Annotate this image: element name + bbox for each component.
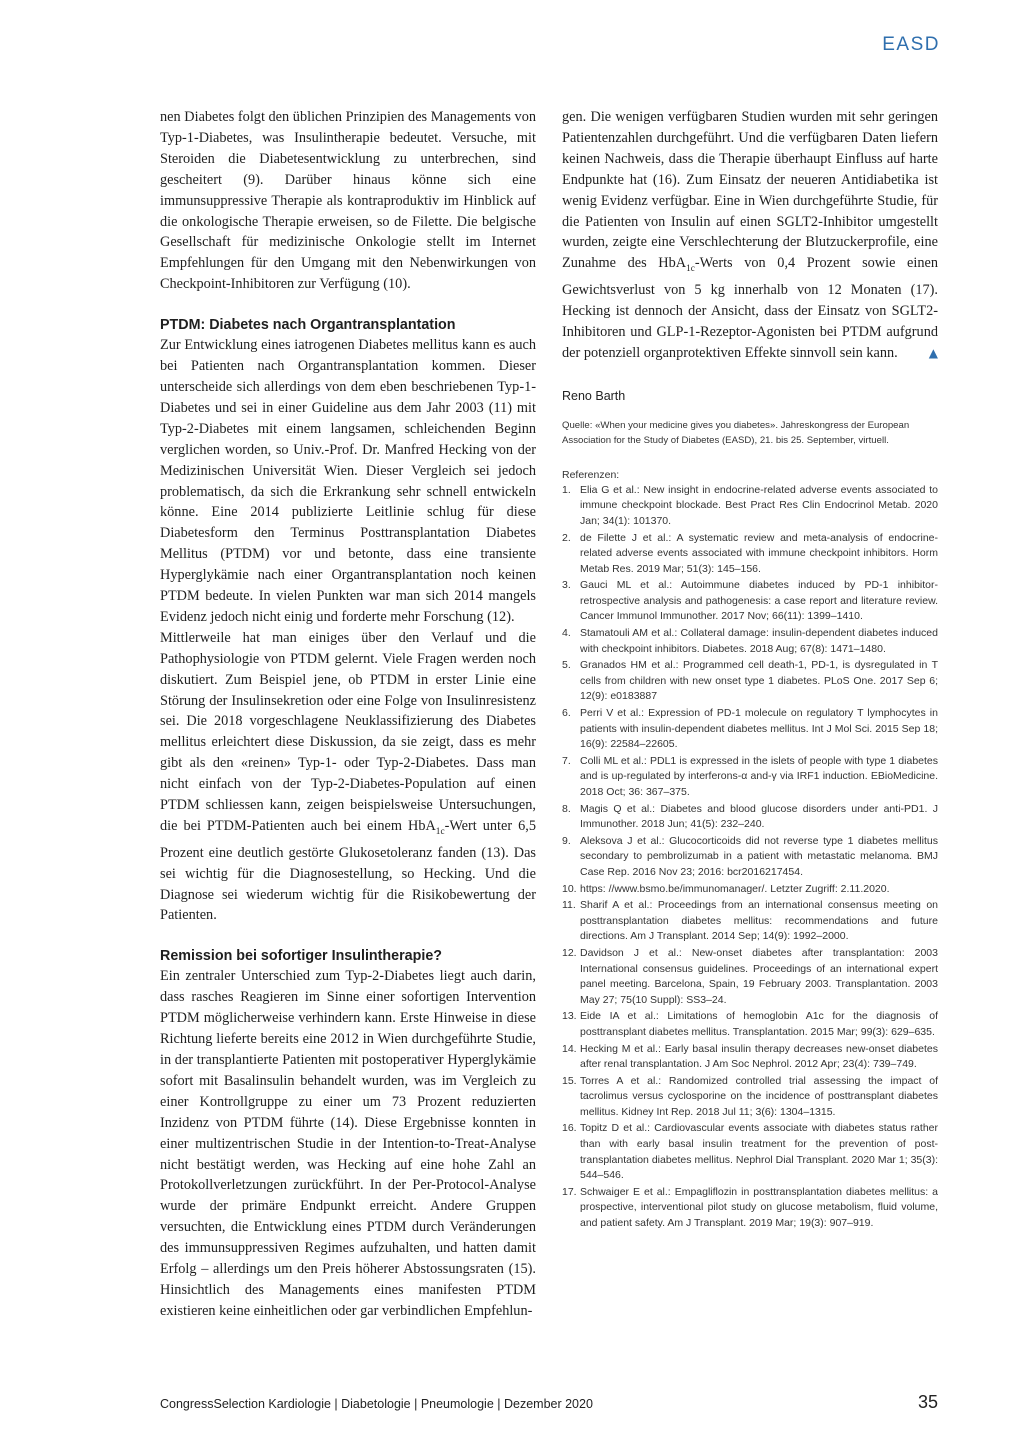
reference-text: Davidson J et al.: New-onset diabetes after transplantation: 2003 International consensus guidelines. Proceedings of an international expert panel meeting. Barcelona, Spain, 19 February 2003. Transplantation. 2003 May 27; 75(10 Suppl): SS3–24. bbox=[580, 946, 938, 1006]
reference-text: Torres A et al.: Randomized controlled trial assessing the impact of tacrolimus versus cyclosporine on the incidence of posttransplant diabetes mellitus. Kidney Int Rep. 2018 Jul 11; 3(6): 1304–1315. bbox=[580, 1074, 938, 1118]
subscript: 1c bbox=[435, 826, 445, 837]
heading-remission: Remission bei sofortiger Insulintherapie? bbox=[160, 948, 443, 965]
reference-text: Colli ML et al.: PDL1 is expressed in the islets of people with type 1 diabetes and is up-regulated by interferons-α and-γ via IRF1 induction. EBioMedicine. 2018 Oct; 36: 367–375. bbox=[580, 754, 938, 799]
reference-number: 1. bbox=[562, 483, 571, 496]
reference-number: 11. bbox=[562, 899, 576, 912]
reference-number: 17. bbox=[562, 1185, 577, 1198]
reference-item bbox=[562, 658, 938, 705]
header-brand: EASD bbox=[882, 34, 940, 55]
page-number: 35 bbox=[917, 1392, 938, 1412]
heading-ptdm: PTDM: Diabetes nach Organtransplantation bbox=[160, 317, 456, 334]
text-part: gen. Die wenigen verfügbaren Studien wurden mit sehr geringen Patientenzahlen durchgeführt. Und die verfügbaren Daten liefern keinen Nachweis, dass die Therapie überhaupt Einfluss auf harte Endpunkte hat (16). Zum Einsatz der neueren Antidiabetika ist wenig Evidenz verfügbar. Eine in Wien durchgeführte Studie, für die Patienten von Insulin auf einen SGLT2-Inhibitor umgestellt wurden, zeigte eine Verschlechterung der Blutzuckerprofile, eine Zunahme des HbA bbox=[562, 109, 938, 272]
reference-text: Magis Q et al.: Diabetes and blood glucose disorders under anti-PD1. J Immunother. 2018 Jun; 41(5): 232–240. bbox=[580, 802, 938, 831]
reference-item bbox=[562, 802, 938, 833]
reference-text: Hecking M et al.: Early basal insulin therapy decreases new-onset diabetes after renal transplantation. J Am Soc Nephrol. 2012 Apr; 23(4): 739–749. bbox=[580, 1042, 938, 1071]
text-part: -Wert unter 6,5 Prozent eine deutlich gestörte Glukosetoleranz fanden (13). Das sei wichtig für die Diagnosestellung, so Hecking. Und die Diagnose sei wiederum wichtig für die Risikobewertung der Patienten. bbox=[160, 818, 536, 924]
reference-text: Stamatouli AM et al.: Collateral damage: insulin-dependent diabetes induced with checkpoint inhibitors. Diabetes. 2018 Aug; 67(8): 1471–1480. bbox=[580, 627, 938, 655]
references-list bbox=[562, 483, 938, 1232]
reference-item bbox=[562, 1042, 938, 1073]
reference-text: Schwaiger E et al.: Empagliflozin in posttransplantation diabetes mellitus: a prospective, interventional pilot study on glucose metabolism, fluid volume, and patient safety. Am J Transplant. 2019 Mar; 19(3): 907–919. bbox=[580, 1185, 938, 1230]
footer-publication: CongressSelection Kardiologie | Diabetologie | Pneumologie | Dezember 2020 bbox=[160, 1397, 593, 1411]
reference-number: 2. bbox=[562, 531, 571, 544]
reference-text: Gauci ML et al.: Autoimmune diabetes induced by PD-1 inhibitor-retrospective analysis and pathogenesis: a case report and literature review. Cancer Immunol Immunother. 2017 Nov; 66(11): 1399–1410. bbox=[580, 579, 938, 623]
reference-text: Elia G et al.: New insight in endocrine-related adverse events associated to immune checkpoint blockade. Best Pract Res Clin Endocrinol Metab. 2020 Jan; 34(1): 101370. bbox=[580, 483, 938, 527]
reference-number: 15. bbox=[562, 1074, 577, 1087]
reference-number: 14. bbox=[562, 1042, 577, 1055]
references-title: Referenzen: bbox=[562, 468, 620, 481]
reference-item bbox=[562, 1121, 938, 1183]
reference-number: 7. bbox=[562, 754, 571, 767]
reference-text: Perri V et al.: Expression of PD-1 molecule on regulatory T lymphocytes in patients with insulin-dependent diabetes mellitus. Int J Mol Sci. 2015 Sep 18; 16(9): 22584–22605. bbox=[580, 707, 938, 751]
reference-text: de Filette J et al.: A systematic review and meta-analysis of endocrine-related adverse events associated with immune checkpoint inhibitors. Horm Metab Res. 2019 Mar; 51(3): 145–156. bbox=[580, 531, 938, 575]
paragraph-intro: nen Diabetes folgt den üblichen Prinzipien des Managements von Typ-1-Diabetes, was Insulintherapie bedeutet. Versuche, mit Steroiden die Diabetesentwicklung zu unterbrechen, sind gescheitert (9). Darüber hinaus könne sich eine immunsuppressive Therapie als kontraproduktiv im Hinblick auf die onkologische Therapie erweisen, so de Filette. Die belgische Gesellschaft für medizinische Onkologie stellt im Internet Empfehlungen für den Umgang mit den Nebenwirkungen von Checkpoint-Inhibitoren zur Verfügung (10). bbox=[160, 109, 536, 293]
reference-item bbox=[562, 626, 938, 657]
reference-item bbox=[562, 578, 938, 625]
reference-text: Granados HM et al.: Programmed cell death-1, PD-1, is dysregulated in T cells from children with new onset type 1 diabetes. PLoS One. 2017 Sep 6; 12(9): e0183887 bbox=[580, 659, 938, 703]
paragraph-ptdm: Zur Entwicklung eines iatrogenen Diabetes mellitus kann es auch bei Patienten nach Organtransplantation kommen. Dieser unterscheide sich allerdings von dem eben beschriebenen Typ-1-Diabetes und sei in einer Guideline aus dem Jahr 2003 (11) mit Typ-2-Diabetes mit einem langsamen, schleichenden Beginn verglichen worden, so Univ.-Prof. Dr. Manfred Hecking von der Medizinischen Universität Wien. Dieser Vergleich sei jedoch problematisch, da sich die Erkrankung sehr schnell entwickeln könne. Eine 2014 publizierte Leitlinie schlug für diese Diabetesform den Terminus Posttransplantation Diabetes Mellitus (PTDM) vor und betonte, dass eine transiente Hyperglykämie nach einer Organtransplantation noch keinen PTDM bedeute. In vielen Punkten war man sich 2014 mangels Evidenz jedoch nicht einig und forderte mehr Forschung (12). bbox=[160, 337, 536, 625]
reference-text: https: //www.bsmo.be/immunomanager/. Letzter Zugriff: 2.11.2020. bbox=[580, 882, 890, 895]
text-part: -Werts von 0,4 Prozent sowie einen Gewichtsverlust von 5 kg innerhalb von 12 Monaten (17). Hecking ist dennoch der Ansicht, dass der Einsatz von SGLT2-Inhibitoren und GLP-1-Rezeptor-Agonisten bei PTDM aufgrund der potenziell organprotektiven Effekte sinnvoll sein kann. bbox=[562, 255, 938, 361]
reference-number: 6. bbox=[562, 707, 571, 720]
reference-number: 12. bbox=[562, 946, 577, 959]
reference-text: Aleksova J et al.: Glucocorticoids did not reverse type 1 diabetes mellitus secondary to pembrolizumab in a patient with metastatic melanoma. BMJ Case Rep. 2016 Nov 23; 2016: bcr2016217454. bbox=[580, 834, 938, 878]
paragraph-pathophysiology bbox=[160, 628, 536, 927]
reference-number: 8. bbox=[562, 802, 571, 815]
reference-item bbox=[562, 1009, 938, 1040]
reference-item bbox=[562, 531, 938, 578]
reference-number: 3. bbox=[562, 579, 571, 592]
reference-item bbox=[562, 1185, 938, 1232]
reference-item bbox=[562, 898, 938, 945]
reference-number: 9. bbox=[562, 834, 571, 847]
end-of-article-icon: ▲ bbox=[928, 345, 938, 360]
source-note: Quelle: «When your medicine gives you diabetes». Jahreskongress der European Association for the Study of Diabetes (EASD), 21. bis 25. September, virtuell. bbox=[562, 419, 910, 447]
right-column bbox=[562, 107, 938, 1233]
reference-number: 10. bbox=[562, 882, 577, 895]
reference-text: Sharif A et al.: Proceedings from an international consensus meeting on posttransplantation diabetes mellitus: recommendations and future directions. Am J Transplant. 2014 Sep; 14(9): 1992–2000. bbox=[580, 899, 938, 943]
reference-number: 16. bbox=[562, 1122, 577, 1135]
reference-number: 13. bbox=[562, 1010, 577, 1023]
text-part: Mittlerweile hat man einiges über den Verlauf und die Pathophysiologie von PTDM gelernt. Viele Fragen werden noch diskutiert. Zum Beispiel jene, ob PTDM in erster Linie eine Störung der Insulinsekretion oder eine Folge von Insulinresistenz sei. Die 2018 vorgeschlagene Neuklassifizierung des Diabetes mellitus erleichtert diese Diskussion, da sie zeigt, dass es mehr gibt als den «reinen» Typ-1- oder Typ-2-Diabetes. Dass man nicht einfach von der Typ-2-Diabetes-Population auf einen PTDM schliessen kann, zeigen beispielsweise Untersuchungen, die bei PTDM-Patienten auch bei einem HbA bbox=[160, 629, 536, 834]
reference-text: Eide IA et al.: Limitations of hemoglobin A1c for the diagnosis of posttransplant diabetes mellitus. Transplantation. 2015 Mar; 99(3): 629–635. bbox=[580, 1010, 938, 1038]
paragraph-remission: Ein zentraler Unterschied zum Typ-2-Diabetes liegt auch darin, dass rasches Reagieren im Sinne einer sofortigen Intervention PTDM möglicherweise verhindern kann. Erste Hinweise in diese Richtung lieferte bereits eine 2012 in Wien durchgeführte Studie, in der transplantierte Patienten mit postoperativer Hyperglykämie sofort mit Basalinsulin behandelt wurden, was im Vergleich zu einer Kontrollgruppe zu einer um 73 Prozent reduzierten Inzidenz von PTDM führte (14). Diese Ergebnisse konnten in einer multizentrischen Studie in der Intention-to-Treat-Analyse nicht bestätigt werden, was Hecking auf eine hohe Zahl an Protokollverletzungen zurückführt. In der Per-Protocol-Analyse wurde der primäre Endpunkt erreicht. Andere Gruppen versuchten, die Entwicklung eines PTDM durch Veränderungen des immunsuppressiven Regimes aufzuhalten, und hatten damit Erfolg – allerdings um den Preis höherer Abstossungsraten (15). Hinsichtlich des Managements eines manifesten PTDM existieren keine einheitlichen oder gar verbindlichen Empfehlun- bbox=[160, 968, 536, 1319]
reference-item bbox=[562, 834, 938, 881]
author: Reno Barth bbox=[562, 388, 626, 403]
reference-item bbox=[562, 946, 938, 1008]
reference-text: Topitz D et al.: Cardiovascular events associate with diabetes status rather than with early basal insulin treatment for the prevention of post-transplantation diabetes mellitus. Nephrol Dial Transplant. 2020 Mar 1; 35(3): 544–546. bbox=[580, 1122, 938, 1182]
subscript: 1c bbox=[686, 264, 695, 275]
reference-item bbox=[562, 1074, 938, 1121]
reference-item bbox=[562, 483, 938, 530]
reference-item bbox=[562, 706, 938, 753]
reference-item bbox=[562, 754, 938, 801]
left-column bbox=[160, 107, 536, 1322]
reference-item bbox=[562, 882, 938, 898]
paragraph-continuation bbox=[562, 107, 938, 364]
reference-number: 5. bbox=[562, 659, 571, 672]
reference-number: 4. bbox=[562, 627, 571, 640]
